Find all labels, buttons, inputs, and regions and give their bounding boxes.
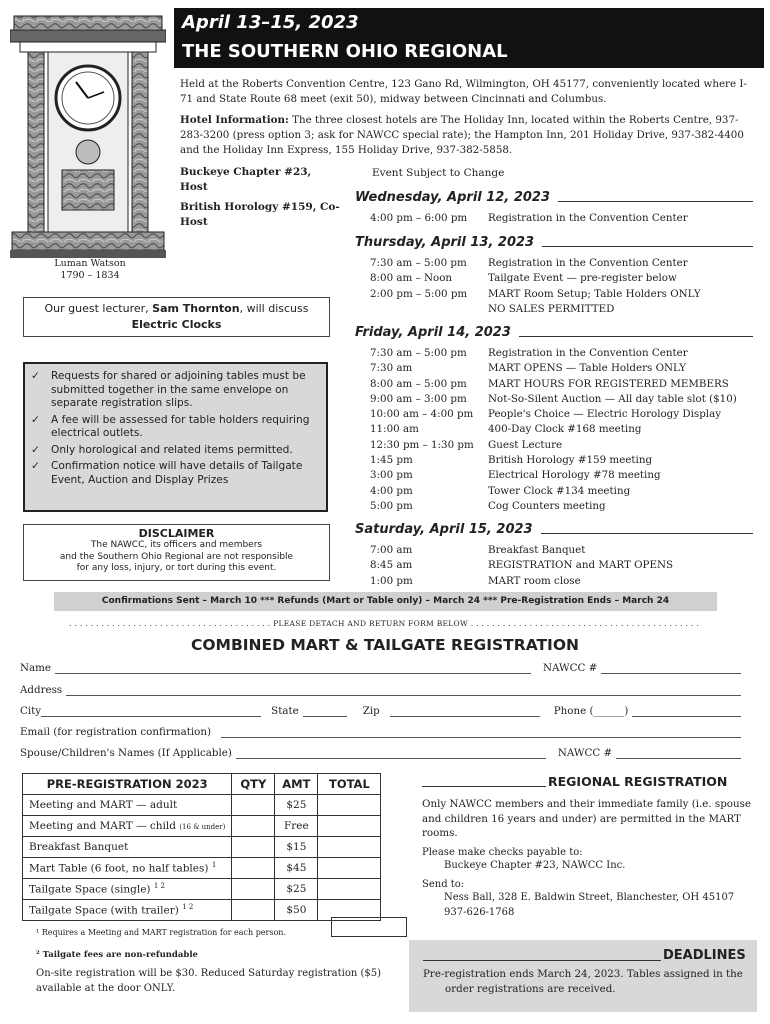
zip-field[interactable] [390, 705, 540, 717]
table-row [23, 795, 381, 816]
day-heading-text: Saturday, April 15, 2023 [355, 522, 533, 537]
schedule-time: 10:00 am – 4:00 pm [370, 408, 474, 421]
checkmark-icon: ✓ [31, 460, 40, 472]
schedule-row [370, 287, 760, 302]
send-address: Ness Ball, 328 E. Baldwin Street, Blanchester, OH 45107 [444, 891, 735, 903]
schedule-row [370, 407, 760, 422]
schedule-row [370, 558, 760, 573]
schedule-event: Tailgate Event — pre-register below [488, 272, 677, 285]
schedule-time: 1:00 pm [370, 574, 413, 587]
col-header-item: PRE-REGISTRATION 2023 [23, 774, 232, 795]
rule-item [31, 370, 320, 411]
table-row [23, 837, 381, 858]
table-row [23, 816, 381, 837]
schedule-event: Guest Lecture [488, 438, 563, 451]
rule-text: A fee will be assessed for table holders requiring electrical outlets. [51, 413, 310, 439]
spouse-field[interactable] [236, 747, 546, 759]
spouse-label: Spouse/Children's Names (If Applicable) [20, 747, 232, 759]
table-row [23, 858, 381, 879]
email-row [20, 726, 745, 738]
qty-cell[interactable] [232, 858, 275, 879]
table-row [23, 900, 381, 921]
schedule-row [370, 211, 760, 226]
schedule-row [370, 422, 760, 437]
item-cell: Mart Table (6 foot, no half tables) $^1$ [23, 858, 232, 879]
schedule-row [370, 574, 760, 589]
rules-box [23, 362, 328, 512]
schedule-event: 400-Day Clock #168 meeting [488, 423, 642, 436]
pre-registration-table [22, 773, 381, 921]
schedule-time: 8:00 am – Noon [370, 272, 453, 285]
schedule-row [370, 302, 760, 317]
phone-field[interactable] [632, 705, 741, 717]
item-cell: Tailgate Space (single) $^{1 2}$ [23, 879, 232, 900]
day-heading-thursday [355, 235, 753, 250]
schedule-row [370, 543, 760, 558]
registration-title: COMBINED MART & TAILGATE REGISTRATION [191, 636, 579, 654]
grand-total-box[interactable] [331, 917, 407, 937]
disclaimer-line: for any loss, injury, or tort during this event. [76, 563, 277, 573]
total-cell[interactable] [318, 816, 381, 837]
schedule-row [370, 438, 760, 453]
disclaimer-title: DISCLAIMER [138, 527, 215, 540]
schedule-row [370, 256, 760, 271]
deadlines-box [409, 940, 757, 1012]
nawcc-field-2[interactable] [616, 747, 741, 759]
qty-cell[interactable] [232, 879, 275, 900]
intro-text: Held at the Roberts Convention Centre, 123 Gano Rd, Wilmington, OH 45177, conveniently located where I-71 and State Route 68 meet (exit 50), midway between Cincinnati and Columbus. [180, 78, 747, 105]
name-field[interactable] [55, 662, 531, 674]
qty-cell[interactable] [232, 816, 275, 837]
clock-maker-name: Luman Watson [54, 258, 126, 269]
event-dates: April 13–15, 2023 [182, 12, 359, 33]
schedule-time [370, 302, 488, 317]
schedule-time: 11:00 am [370, 423, 419, 436]
col-header-qty: QTY [232, 774, 275, 795]
schedule-event: MART HOURS FOR REGISTERED MEMBERS [488, 377, 729, 390]
disclaimer-line: The NAWCC, its officers and members [90, 540, 263, 550]
schedule-time: 4:00 pm – 6:00 pm [370, 212, 468, 224]
nawcc-label: NAWCC # [543, 662, 598, 674]
email-label: Email (for registration confirmation) [20, 726, 211, 738]
col-header-amt: AMT [275, 774, 318, 795]
schedule-thursday [370, 256, 760, 317]
deadlines-title-row [423, 948, 757, 963]
day-heading-text: Friday, April 14, 2023 [355, 325, 511, 340]
day-heading-text: Wednesday, April 12, 2023 [355, 190, 550, 205]
send-phone: 937-626-1768 [444, 906, 515, 918]
hotel-info-text: The three closest hotels are The Holiday Inn, located within the Roberts Centre, 937-283-3200 (press option 3; ask for NAWCC special rate); the Hampton Inn, 201 Holiday Drive, 937-382-4400 and the Holiday Inn Express, 155 Holiday Drive, 937-382-5858. [180, 114, 744, 156]
hotel-info-label: Hotel Information: [180, 114, 289, 126]
schedule-event: British Horology #159 meeting [488, 454, 653, 467]
schedule-event: Registration in the Convention Center [488, 257, 688, 269]
city-field[interactable] [41, 705, 261, 717]
rule-text: Confirmation notice will have details of Tailgate Event, Auction and Display Prizes [51, 460, 303, 486]
schedule-event: MART room close [488, 574, 581, 587]
schedule-time: 8:00 am – 5:00 pm [370, 377, 467, 390]
item-cell: Meeting and MART — child (16 & under) [23, 816, 232, 837]
rule-text: Only horological and related items permitted. [51, 443, 293, 456]
deadlines-text: Pre-registration ends March 24, 2023. Tables assigned in the [423, 968, 743, 980]
guest-post: , will discuss [239, 302, 309, 315]
deadlines-title: DEADLINES [663, 948, 746, 963]
schedule-time: 9:00 am – 3:00 pm [370, 392, 467, 405]
rule-item [31, 444, 320, 458]
header-banner [174, 8, 764, 68]
hotel-info [180, 113, 752, 158]
schedule-friday [370, 346, 760, 514]
address-field[interactable] [66, 684, 741, 696]
schedule-event: MART Room Setup; Table Holders ONLY [488, 287, 701, 300]
zip-label: Zip [362, 705, 380, 717]
regional-text: Only NAWCC members and their immediate family (i.e. spouse and children 16 years and under) are permitted in the MART rooms. [422, 798, 752, 839]
clock-maker-years: 1790 – 1834 [60, 270, 120, 281]
schedule-row [370, 271, 760, 286]
name-label: Name [20, 662, 52, 674]
day-heading-wednesday [355, 190, 753, 205]
schedule-time: 4:00 pm [370, 484, 413, 497]
amt-cell: $25 [275, 879, 318, 900]
event-subject-note: Event Subject to Change [372, 167, 505, 179]
amt-cell: $50 [275, 900, 318, 921]
schedule-event: People's Choice — Electric Horology Display [488, 408, 722, 421]
payable-name: Buckeye Chapter #23, NAWCC Inc. [444, 859, 626, 871]
guest-name: Sam Thornton [152, 302, 240, 315]
schedule-event: Breakfast Banquet [488, 544, 586, 556]
schedule-time: 12:30 pm – 1:30 pm [370, 438, 474, 451]
city-row [20, 705, 745, 717]
state-label: State [271, 705, 299, 717]
schedule-time: 3:00 pm [370, 469, 413, 482]
item-cell: Meeting and MART — adult [23, 795, 232, 816]
clock-illustration [10, 12, 166, 258]
schedule-row [370, 499, 760, 514]
guest-lecturer-box [23, 297, 330, 337]
checkmark-icon: ✓ [31, 413, 40, 426]
guest-pre: Our guest lecturer, [44, 302, 153, 315]
amt-cell: $45 [275, 858, 318, 879]
onsite-note: On-site registration will be $30. Reduced Saturday registration ($5) available at the door ONLY. [36, 968, 381, 994]
table-header-row [23, 774, 381, 795]
spouse-row [20, 747, 745, 759]
disclaimer-line: and the Southern Ohio Regional are not responsible [59, 551, 294, 562]
schedule-time: 5:00 pm [370, 499, 413, 512]
schedule-row [370, 346, 760, 361]
schedule-event: Registration in the Convention Center [488, 347, 688, 359]
disclaimer-box [23, 524, 330, 581]
nawcc-label-2: NAWCC # [557, 747, 613, 759]
schedule-row [370, 453, 760, 468]
cohost-chapter: British Horology #159, Co-Host [180, 201, 340, 228]
email-field[interactable] [221, 726, 741, 738]
schedule-row [370, 392, 760, 407]
schedule-event: NO SALES PERMITTED [488, 302, 615, 315]
guest-topic: Electric Clocks [131, 318, 222, 331]
total-cell[interactable] [318, 858, 381, 879]
schedule-time: 7:30 am – 5:00 pm [370, 257, 467, 269]
total-cell[interactable] [318, 837, 381, 858]
day-heading-friday [355, 325, 753, 340]
item-cell: Tailgate Space (with trailer) $^{1 2}$ [23, 900, 232, 921]
send-label: Send to: [422, 878, 465, 890]
table-row [23, 879, 381, 900]
qty-cell[interactable] [232, 900, 275, 921]
footnote-1: ¹ Requires a Meeting and MART registration for each person. [36, 928, 286, 937]
item-cell: Breakfast Banquet [23, 837, 232, 858]
day-heading-text: Thursday, April 13, 2023 [355, 235, 535, 250]
qty-cell[interactable] [232, 795, 275, 816]
city-label: City [20, 705, 42, 717]
key-dates-bar: Confirmations Sent – March 10 *** Refunds (Mart or Table only) – March 24 *** Pre-Registration Ends – March 24 [54, 592, 717, 611]
amt-cell: $25 [275, 795, 318, 816]
checkmark-icon: ✓ [31, 370, 40, 382]
host-chapter: Buckeye Chapter #23, Host [180, 166, 312, 193]
footnote-2: ² Tailgate fees are non-refundable [36, 950, 198, 960]
schedule-event: MART OPENS — Table Holders ONLY [488, 362, 687, 375]
event-title: THE SOUTHERN OHIO REGIONAL [182, 41, 508, 62]
schedule-event: Not-So-Silent Auction — All day table slot ($10) [488, 392, 737, 405]
address-label: Address [20, 684, 63, 696]
amt-cell: $15 [275, 837, 318, 858]
nawcc-field[interactable] [601, 662, 741, 674]
regional-registration-section [422, 774, 752, 918]
payable-label: Please make checks payable to: [422, 846, 583, 858]
schedule-time: 2:00 pm – 5:00 pm [370, 287, 468, 300]
detach-line: . . . . . . . . . . . . . . . . . . . . . . . . . . . . . . . . . . . . . . PLEASE DETACH AND RETURN FORM BELOW . . . . . . . . . . . . . . . . . . . . . . . . . . . . . . . . . . . . . . . . . . . [69, 619, 699, 628]
schedule-event: REGISTRATION and MART OPENS [488, 559, 674, 572]
schedule-time: 7:30 am [370, 362, 413, 375]
col-header-total: TOTAL [318, 774, 381, 795]
schedule-time: 1:45 pm [370, 454, 413, 467]
rule-item [31, 414, 320, 441]
deadlines-text-2: order registrations are received. [445, 983, 616, 995]
clock-caption [40, 258, 140, 282]
regional-title-row [422, 774, 752, 789]
total-cell[interactable] [318, 795, 381, 816]
schedule-row [370, 468, 760, 483]
state-field[interactable] [303, 705, 347, 717]
checkmark-icon: ✓ [31, 443, 40, 456]
schedule-row [370, 484, 760, 499]
schedule-row [370, 361, 760, 376]
day-heading-saturday [355, 522, 753, 537]
amt-cell: Free [275, 816, 318, 837]
schedule-time: 8:45 am [370, 559, 413, 572]
rule-text: Requests for shared or adjoining tables must be submitted together in the same envelope on separate registration slips. [51, 370, 306, 409]
phone-label: Phone (______) [553, 705, 629, 717]
name-row [20, 662, 745, 674]
qty-cell[interactable] [232, 837, 275, 858]
rule-item [31, 460, 320, 487]
schedule-event: Cog Counters meeting [488, 499, 606, 512]
total-cell[interactable] [318, 879, 381, 900]
schedule-event: Electrical Horology #78 meeting [488, 469, 661, 482]
schedule-saturday [370, 543, 760, 589]
schedule-event: Registration in the Convention Center [488, 212, 688, 224]
schedule-time: 7:00 am [370, 544, 413, 556]
address-row [20, 684, 745, 696]
regional-title: REGIONAL REGISTRATION [548, 774, 728, 789]
schedule-event: Tower Clock #134 meeting [488, 484, 631, 497]
schedule-time: 7:30 am – 5:00 pm [370, 347, 467, 359]
schedule-wednesday [370, 211, 760, 226]
schedule-row [370, 377, 760, 392]
